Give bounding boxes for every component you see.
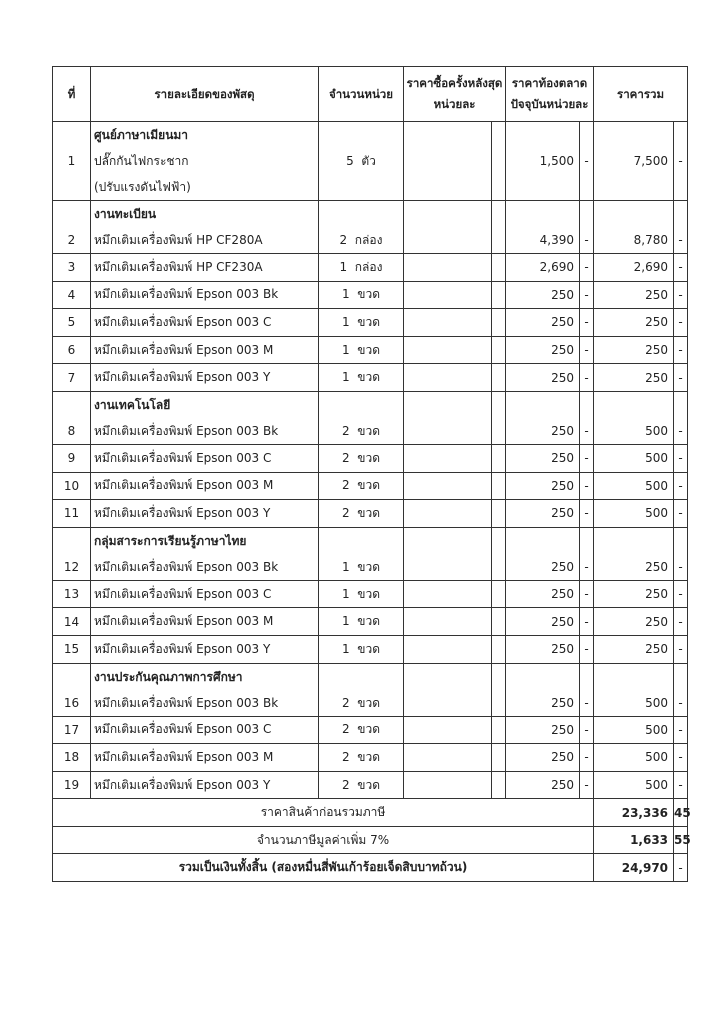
row-no: 4: [53, 281, 91, 309]
summary-body: [53, 799, 691, 882]
row-market-sat: -: [580, 281, 594, 309]
row-total-sat: -: [674, 472, 688, 500]
row-total-sat: -: [678, 154, 683, 168]
blank-line: [580, 201, 593, 227]
row-no: 11: [53, 500, 91, 528]
row-last-price-sat: [492, 281, 506, 309]
row-last-price: [404, 580, 492, 608]
group-heading: ศูนย์ภาษาเมียนมา: [94, 128, 189, 142]
table-row: [53, 336, 688, 364]
row-no: 14: [53, 608, 91, 636]
row-total: 500: [594, 472, 674, 500]
row-market: 250: [506, 444, 580, 472]
row-last-price: [404, 309, 492, 337]
row-last-price: [404, 500, 492, 528]
row-total-sat: -: [674, 281, 688, 309]
row-qty: 2 ขวด: [319, 716, 404, 744]
row-desc: หมึกเติมเครื่องพิมพ์ Epson 003 Y: [91, 500, 319, 528]
row-no: 19: [53, 771, 91, 799]
table-row: [53, 716, 688, 744]
row-total-sat: -: [674, 364, 688, 392]
row-total: 500: [594, 744, 674, 772]
table-row: [53, 608, 688, 636]
row-total-sat: -: [674, 254, 688, 282]
row-market: 250: [506, 771, 580, 799]
row-last-price-sat: [492, 716, 506, 744]
row-total: 500: [594, 771, 674, 799]
row-qty: 1 ขวด: [319, 608, 404, 636]
price-table: [52, 66, 691, 882]
row-qty: 1 กล่อง: [319, 254, 404, 282]
row-last-price-sat: [492, 201, 506, 254]
header-no: ที่: [53, 67, 91, 122]
row-desc: หมึกเติมเครื่องพิมพ์ HP CF230A: [91, 254, 319, 282]
row-last-price-sat: [492, 580, 506, 608]
blank-line: [580, 392, 593, 418]
row-market: 250: [506, 744, 580, 772]
row-desc: หมึกเติมเครื่องพิมพ์ Epson 003 Bk: [94, 695, 279, 710]
summary-value: 24,970: [594, 854, 674, 882]
row-market: 250: [551, 695, 575, 710]
row-qty: 2 ขวด: [342, 695, 380, 710]
row-desc: หมึกเติมเครื่องพิมพ์ Epson 003 M: [91, 336, 319, 364]
row-last-price: [404, 771, 492, 799]
row-qty: 1 ขวด: [319, 580, 404, 608]
table-row: [53, 744, 688, 772]
header-total: ราคารวม: [594, 67, 688, 122]
row-no: 13: [53, 580, 91, 608]
blank-line: [594, 528, 668, 554]
row-total: 2,690: [594, 254, 674, 282]
row-desc: หมึกเติมเครื่องพิมพ์ Epson 003 Bk: [91, 281, 319, 309]
blank-line: [674, 392, 687, 418]
table-row: [53, 635, 688, 663]
row-last-price: [404, 527, 492, 580]
row-market-sat: -: [580, 444, 594, 472]
group-heading: งานประกันคุณภาพการศึกษา: [94, 669, 243, 684]
groups-body: [53, 201, 688, 799]
row-market-sat: -: [580, 254, 594, 282]
row-last-price-sat: [492, 500, 506, 528]
row-desc: หมึกเติมเครื่องพิมพ์ Epson 003 M: [91, 608, 319, 636]
blank-line: [319, 392, 403, 418]
row-total: 250: [594, 336, 674, 364]
blank-line: [580, 664, 593, 690]
row-total: 250: [645, 559, 669, 574]
row-market: 250: [506, 309, 580, 337]
row-no: 6: [53, 336, 91, 364]
row-desc-line1: ปลั๊กกันไฟกระชาก: [94, 154, 189, 168]
row-no: 15: [53, 635, 91, 663]
row-total: 7,500: [633, 154, 669, 168]
table-row: [53, 309, 688, 337]
blank-line: [594, 664, 668, 690]
table-row: [53, 580, 688, 608]
row-market-sat: -: [584, 154, 589, 168]
header-row: [53, 67, 688, 122]
row-last-price-sat: [492, 254, 506, 282]
row-no: 2: [67, 233, 76, 247]
blank-line: [674, 664, 687, 690]
row-market-sat: -: [580, 635, 594, 663]
row-last-price: [404, 391, 492, 444]
row-market: 2,690: [506, 254, 580, 282]
row-market: 250: [551, 423, 575, 438]
blank-line: [594, 392, 668, 418]
row-market-sat: -: [584, 695, 589, 710]
row-no: 3: [53, 254, 91, 282]
row-market-sat: -: [580, 580, 594, 608]
blank-line: [580, 528, 593, 554]
row-total: 500: [594, 716, 674, 744]
row-last-price-sat: [492, 391, 506, 444]
row-total-sat: -: [674, 635, 688, 663]
row-last-price: [404, 635, 492, 663]
blank-line: [319, 664, 403, 690]
table-row: [53, 391, 688, 444]
summary-label: จำนวนภาษีมูลค่าเพิ่ม 7%: [53, 826, 594, 854]
row-total-sat: -: [674, 771, 688, 799]
row-market: 250: [506, 500, 580, 528]
row-qty: 1 ขวด: [319, 309, 404, 337]
row-desc: หมึกเติมเครื่องพิมพ์ Epson 003 Bk: [94, 423, 279, 438]
row-last-price: [404, 608, 492, 636]
row-qty: 2 ขวด: [342, 423, 380, 438]
row-total: 250: [594, 364, 674, 392]
row-market: 250: [506, 364, 580, 392]
row-desc: หมึกเติมเครื่องพิมพ์ Epson 003 Bk: [94, 559, 279, 574]
summary-row: [53, 826, 688, 854]
row-market-sat: -: [584, 559, 589, 574]
row-last-price-sat: [492, 472, 506, 500]
summary-value: 23,336: [594, 799, 674, 827]
row-no: 18: [53, 744, 91, 772]
row-market-sat: -: [584, 233, 589, 247]
row-total-sat: -: [674, 444, 688, 472]
row-market-sat: -: [580, 364, 594, 392]
row-market-sat: -: [580, 472, 594, 500]
row-last-price: [404, 444, 492, 472]
summary-satang: 55: [674, 826, 688, 854]
header-market-price: ราคาท้องตลาดปัจจุบันหน่วยละ: [506, 67, 594, 122]
table-row: [53, 364, 688, 392]
blank-line: [594, 201, 668, 227]
row-desc: หมึกเติมเครื่องพิมพ์ Epson 003 C: [91, 309, 319, 337]
row-desc: หมึกเติมเครื่องพิมพ์ Epson 003 M: [91, 744, 319, 772]
row-desc-line2: (ปรับแรงดันไฟฟ้า): [94, 180, 191, 194]
row-market: 250: [551, 559, 575, 574]
row-last-price-sat: [492, 663, 506, 716]
row-qty: 5: [346, 154, 354, 168]
row-total: 250: [594, 608, 674, 636]
row-last-price-sat: [492, 771, 506, 799]
row-last-price-sat: [492, 527, 506, 580]
row-total-sat: -: [674, 309, 688, 337]
row-no: 16: [63, 695, 80, 710]
row-total-sat: -: [674, 716, 688, 744]
row-qty: 1 ขวด: [319, 281, 404, 309]
row-last-price: [404, 254, 492, 282]
row-last-price-sat: [492, 364, 506, 392]
row-market-sat: -: [580, 336, 594, 364]
group-row: [53, 122, 688, 201]
blank-line: [53, 664, 90, 690]
row-last-price: [404, 663, 492, 716]
row-market: 250: [506, 472, 580, 500]
row-total-sat: -: [678, 695, 683, 710]
blank-line: [506, 528, 574, 554]
row-total: 8,780: [633, 233, 669, 247]
row-market-sat: -: [580, 500, 594, 528]
summary-satang: 45: [674, 799, 688, 827]
row-market-sat: -: [580, 744, 594, 772]
row-last-price: [404, 744, 492, 772]
row-qty: 2 ขวด: [319, 472, 404, 500]
row-last-price-sat: [492, 635, 506, 663]
row-total: 250: [594, 309, 674, 337]
row-market-sat: -: [580, 608, 594, 636]
row-market: 250: [506, 281, 580, 309]
header-last-price: ราคาซื้อครั้งหลังสุดหน่วยละ: [404, 67, 506, 122]
row-total-sat: -: [678, 233, 683, 247]
row-no: 5: [53, 309, 91, 337]
summary-label: รวมเป็นเงินทั้งสิ้น (สองหมื่นสี่พันเก้าร้อยเจ็ดสิบบาทถ้วน): [53, 854, 594, 882]
row-qty: 2 ขวด: [319, 500, 404, 528]
row-market-sat: -: [584, 423, 589, 438]
summary-satang: -: [674, 854, 688, 882]
header-desc: รายละเอียดของพัสดุ: [91, 67, 319, 122]
row-last-price-sat: [492, 336, 506, 364]
row-total-sat: -: [674, 580, 688, 608]
table-row: [53, 444, 688, 472]
table-row: [53, 527, 688, 580]
row-total-sat: -: [678, 559, 683, 574]
table-row: [53, 201, 688, 254]
row-market: 4,390: [539, 233, 575, 247]
row-desc: หมึกเติมเครื่องพิมพ์ Epson 003 Y: [91, 635, 319, 663]
table-row: [53, 472, 688, 500]
summary-label: ราคาสินค้าก่อนรวมภาษี: [53, 799, 594, 827]
row-last-price: [404, 281, 492, 309]
table-row: [53, 254, 688, 282]
row-total-sat: -: [674, 608, 688, 636]
row-total-sat: -: [674, 336, 688, 364]
row-market-sat: -: [580, 309, 594, 337]
row-last-price-sat: [492, 608, 506, 636]
table-row: [53, 500, 688, 528]
blank-line: [674, 201, 687, 227]
row-total: 250: [594, 580, 674, 608]
blank-line: [53, 528, 90, 554]
row-total: 500: [594, 500, 674, 528]
row-qty: 1 ขวด: [319, 336, 404, 364]
blank-line: [674, 528, 687, 554]
row-last-price: [404, 364, 492, 392]
row-last-price-sat: [492, 444, 506, 472]
row-market: 250: [506, 635, 580, 663]
row-no: 7: [53, 364, 91, 392]
row-qty: 1 ขวด: [342, 559, 380, 574]
group-heading: งานเทคโนโลยี: [94, 397, 171, 412]
table-body: [53, 122, 688, 201]
row-desc: หมึกเติมเครื่องพิมพ์ Epson 003 C: [91, 580, 319, 608]
blank-line: [506, 201, 574, 227]
row-no: 12: [63, 559, 80, 574]
row-desc: หมึกเติมเครื่องพิมพ์ HP CF280A: [94, 233, 263, 247]
row-qty: 1 ขวด: [319, 364, 404, 392]
row-no: 1: [67, 154, 76, 168]
row-market: 250: [506, 580, 580, 608]
row-qty: 2 กล่อง: [339, 233, 383, 247]
row-last-price: [404, 201, 492, 254]
row-market: 1,500: [539, 154, 575, 168]
row-qty: 2 ขวด: [319, 771, 404, 799]
row-no: 10: [53, 472, 91, 500]
row-total: 250: [594, 281, 674, 309]
row-market: 250: [506, 716, 580, 744]
group-heading: กลุ่มสาระการเรียนรู้ภาษาไทย: [94, 533, 247, 548]
header-qty: จำนวนหน่วย: [319, 67, 404, 122]
table-row: [53, 281, 688, 309]
row-total-sat: -: [678, 423, 683, 438]
row-desc: หมึกเติมเครื่องพิมพ์ Epson 003 C: [91, 716, 319, 744]
row-total: 500: [645, 423, 669, 438]
row-desc: หมึกเติมเครื่องพิมพ์ Epson 003 Y: [91, 364, 319, 392]
row-desc: หมึกเติมเครื่องพิมพ์ Epson 003 Y: [91, 771, 319, 799]
row-last-price-sat: [492, 744, 506, 772]
row-total-sat: -: [674, 500, 688, 528]
row-no: 17: [53, 716, 91, 744]
row-market-sat: -: [580, 716, 594, 744]
table-row: [53, 663, 688, 716]
row-qty: 1 ขวด: [319, 635, 404, 663]
row-no: 9: [53, 444, 91, 472]
row-no: 8: [67, 423, 76, 438]
blank-line: [53, 392, 90, 418]
row-last-price: [404, 716, 492, 744]
row-qty: 2 ขวด: [319, 744, 404, 772]
row-unit: ตัว: [361, 154, 376, 168]
summary-row: [53, 854, 688, 882]
row-qty: 2 ขวด: [319, 444, 404, 472]
blank-line: [506, 664, 574, 690]
row-total: 500: [594, 444, 674, 472]
row-total: 250: [594, 635, 674, 663]
summary-row: [53, 799, 688, 827]
summary-value: 1,633: [594, 826, 674, 854]
row-desc: หมึกเติมเครื่องพิมพ์ Epson 003 C: [91, 444, 319, 472]
row-last-price-sat: [492, 309, 506, 337]
blank-line: [319, 201, 403, 227]
table-row: [53, 771, 688, 799]
row-total: 500: [645, 695, 669, 710]
blank-line: [53, 201, 90, 227]
row-market: 250: [506, 336, 580, 364]
row-desc: หมึกเติมเครื่องพิมพ์ Epson 003 M: [91, 472, 319, 500]
blank-line: [506, 392, 574, 418]
row-market-sat: -: [580, 771, 594, 799]
row-last-price: [404, 336, 492, 364]
row-market: 250: [506, 608, 580, 636]
blank-line: [319, 528, 403, 554]
group-heading: งานทะเบียน: [94, 207, 157, 221]
row-last-price: [404, 472, 492, 500]
row-total-sat: -: [674, 744, 688, 772]
